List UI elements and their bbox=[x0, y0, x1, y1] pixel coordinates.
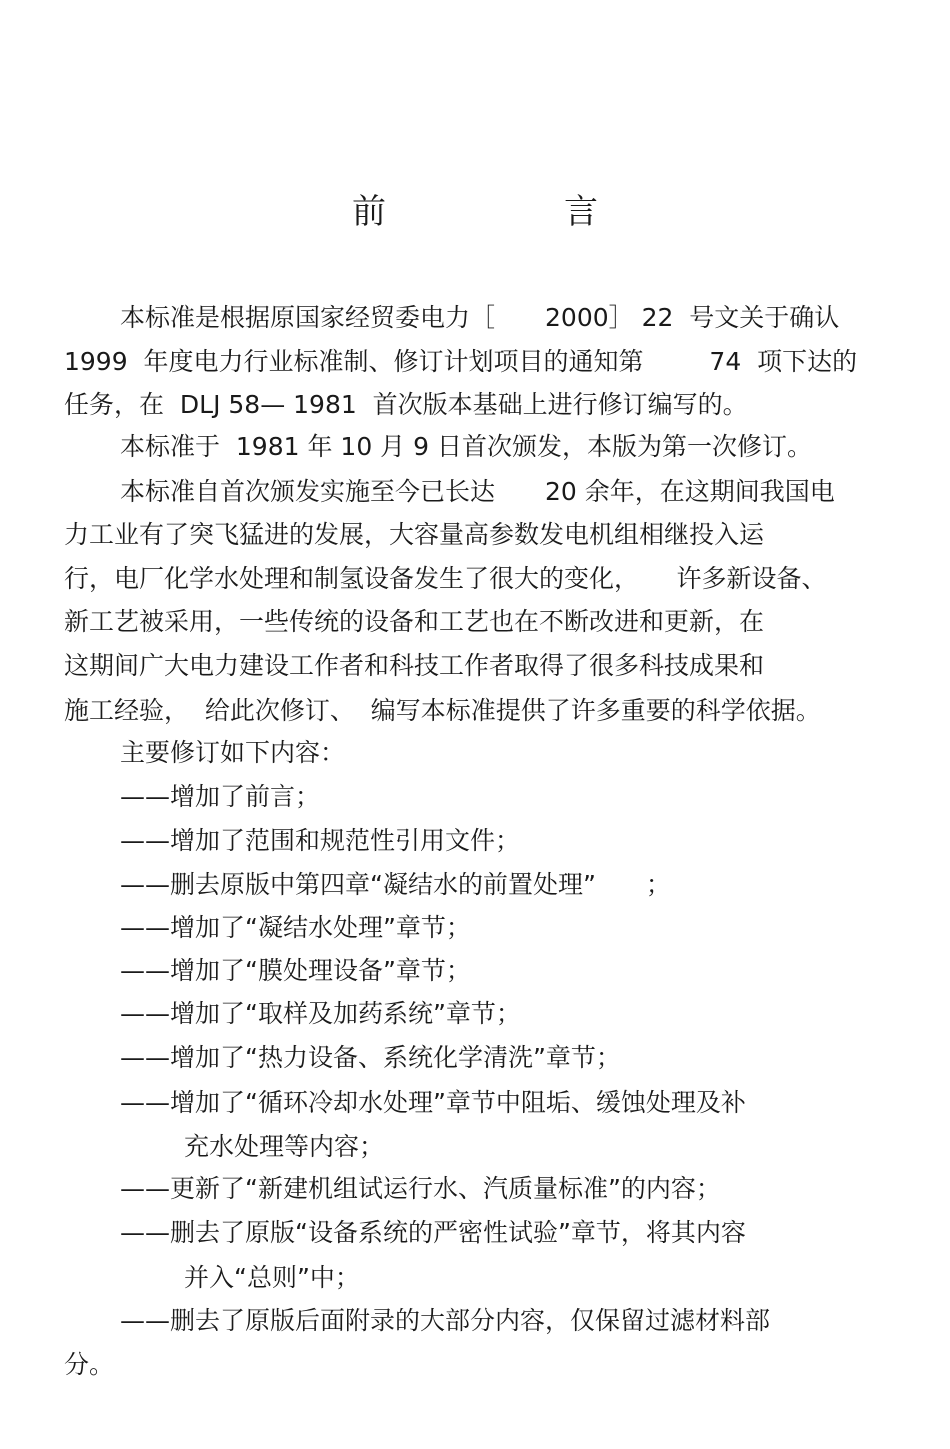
list-item: ——增加了“膜处理设备”章节； bbox=[120, 956, 471, 985]
paragraph-line: 新工艺被采用，一些传统的设备和工艺也在不断改进和更新，在 bbox=[64, 607, 765, 636]
list-item: ——增加了“循环冷却水处理”章节中阻垢、缓蚀处理及补 bbox=[120, 1088, 746, 1117]
list-item: ——增加了“凝结水处理”章节； bbox=[120, 913, 471, 942]
list-intro: 主要修订如下内容： bbox=[120, 738, 346, 767]
paragraph-line: 本标准于 1981 年 10 月 9 日首次颁发，本版为第一次修订。 bbox=[120, 432, 812, 461]
paragraph-line: 力工业有了突飞猛进的发展，大容量高参数发电机组相继投入运 bbox=[64, 520, 765, 549]
paragraph-line: 行，电厂化学水处理和制氢设备发生了很大的变化， 许多新设备、 bbox=[64, 564, 827, 593]
list-item-continuation: 并入“总则”中； bbox=[184, 1263, 360, 1292]
list-item: ——增加了前言； bbox=[120, 782, 321, 811]
paragraph-line: 这期间广大电力建设工作者和科技工作者取得了很多科技成果和 bbox=[64, 651, 765, 680]
list-item: ——增加了范围和规范性引用文件； bbox=[120, 826, 521, 855]
paragraph-line: 本标准是根据原国家经贸委电力［ 2000］ 22 号文关于确认 bbox=[120, 303, 840, 332]
list-item: ——删去原版中第四章“凝结水的前置处理” ； bbox=[120, 870, 671, 899]
list-item: ——删去了原版后面附录的大部分内容，仅保留过滤材料部 bbox=[120, 1306, 771, 1335]
list-item-continuation: 分。 bbox=[64, 1350, 115, 1379]
list-item: ——更新了“新建机组试运行水、汽质量标准”的内容； bbox=[120, 1174, 721, 1203]
list-item: ——增加了“取样及加药系统”章节； bbox=[120, 999, 521, 1028]
paragraph-line: 1999 年度电力行业标准制、修订计划项目的通知第 74 项下达的 bbox=[64, 347, 858, 376]
paragraph-line: 施工经验， 给此次修订、 编写本标准提供了许多重要的科学依据。 bbox=[64, 696, 821, 725]
list-item-continuation: 充水处理等内容； bbox=[184, 1132, 385, 1161]
page-title: 前 言 bbox=[352, 192, 670, 232]
paragraph-line: 任务，在 DLJ 58— 1981 首次版本基础上进行修订编写的。 bbox=[64, 390, 748, 419]
list-item: ——删去了原版“设备系统的严密性试验”章节，将其内容 bbox=[120, 1218, 746, 1247]
paragraph-line: 本标准自首次颁发实施至今已长达 20 余年，在这期间我国电 bbox=[120, 477, 835, 506]
list-item: ——增加了“热力设备、系统化学清洗”章节； bbox=[120, 1043, 621, 1072]
